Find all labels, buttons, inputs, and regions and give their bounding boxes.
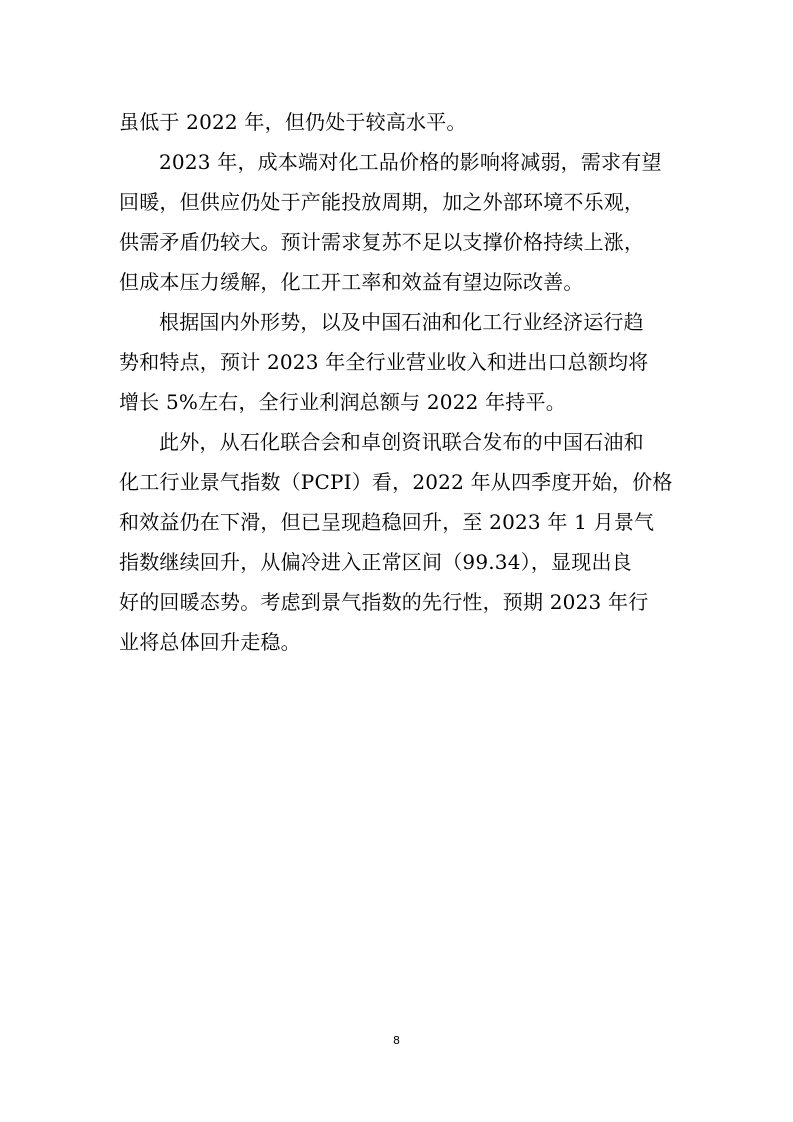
text-line: 业将总体回升走稳。 [119, 630, 301, 654]
paragraph [119, 142, 679, 302]
text-line: 此外，从石化联合会和卓创资讯联合发布的中国石油和 [159, 430, 644, 454]
paragraph [119, 102, 679, 142]
text-line: 势和特点，预计 2023 年全行业营业收入和进出口总额均将 [119, 350, 649, 374]
text-line: 好的回暖态势。考虑到景气指数的先行性，预期 2023 年行 [119, 590, 649, 614]
body-text [119, 102, 679, 662]
text-line: 供需矛盾仍较大。预计需求复苏不足以支撑价格持续上涨， [119, 230, 645, 254]
text-line: 回暖，但供应仍处于产能投放周期，加之外部环境不乐观， [119, 190, 645, 214]
paragraph [119, 422, 679, 662]
text-line: 增长 5%左右，全行业利润总额与 2022 年持平。 [119, 390, 566, 414]
page-number: 8 [393, 1034, 400, 1047]
text-line: 化工行业景气指数（PCPI）看，2022 年从四季度开始，价格 [119, 470, 673, 494]
text-line: 虽低于 2022 年，但仍处于较高水平。 [119, 110, 467, 134]
text-line: 和效益仍在下滑，但已呈现趋稳回升，至 2023 年 1 月景气 [119, 510, 655, 534]
text-line: 但成本压力缓解，化工开工率和效益有望边际改善。 [119, 270, 584, 294]
text-line: 指数继续回升，从偏冷进入正常区间（99.34），显现出良 [119, 550, 632, 574]
paragraph [119, 302, 679, 422]
text-line: 2023 年，成本端对化工品价格的影响将减弱，需求有望 [159, 150, 662, 174]
text-line: 根据国内外形势，以及中国石油和化工行业经济运行趋 [159, 310, 644, 334]
